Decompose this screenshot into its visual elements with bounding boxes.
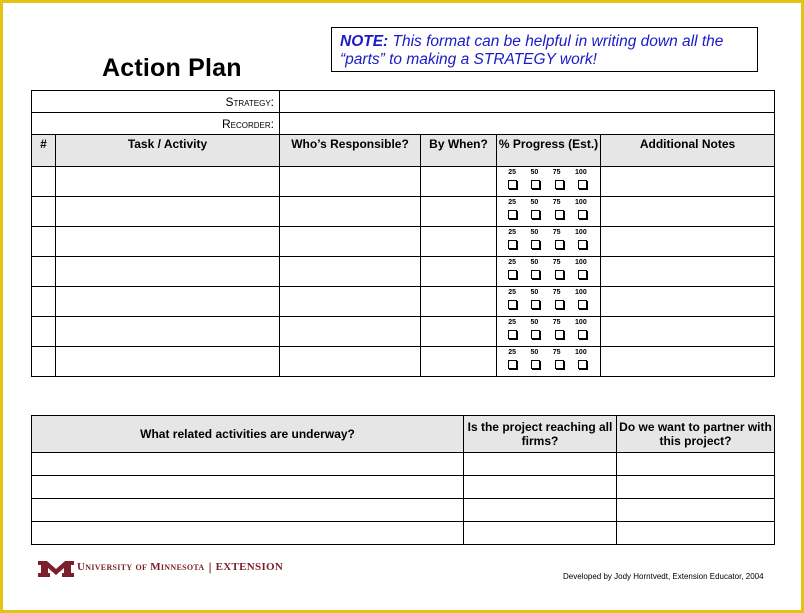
progress-checkbox-25[interactable] — [508, 210, 517, 219]
table-row — [32, 257, 775, 287]
cell-who[interactable] — [280, 347, 421, 377]
header-reaching: Is the project reaching all firms? — [464, 416, 617, 453]
logo-extension-text: EXTENSION — [215, 561, 284, 573]
progress-level-label: 50 — [530, 169, 539, 176]
cell-num — [32, 197, 56, 227]
progress-level-label: 50 — [530, 349, 539, 356]
progress-levels — [497, 197, 600, 206]
progress-checkbox-75[interactable] — [555, 360, 564, 369]
cell-when[interactable] — [421, 167, 497, 197]
progress-checkbox-100[interactable] — [578, 240, 587, 249]
progress-checkboxes — [497, 176, 600, 189]
progress-checkbox-100[interactable] — [578, 330, 587, 339]
header-task: Task / Activity — [56, 135, 280, 167]
table-row — [32, 197, 775, 227]
cell-progress — [497, 257, 601, 287]
progress-checkbox-50[interactable] — [531, 330, 540, 339]
progress-levels — [497, 347, 600, 356]
header-when: By When? — [421, 135, 497, 167]
progress-level-label: 75 — [552, 319, 561, 326]
cell-partner[interactable] — [617, 453, 775, 476]
header-partner: Do we want to partner with this project? — [617, 416, 775, 453]
progress-levels — [497, 167, 600, 176]
table-row — [32, 476, 775, 499]
table-row — [32, 287, 775, 317]
progress-checkbox-75[interactable] — [555, 210, 564, 219]
progress-checkbox-50[interactable] — [531, 270, 540, 279]
strategy-label: Strategy: — [32, 91, 280, 113]
cell-notes[interactable] — [601, 197, 775, 227]
cell-related[interactable] — [32, 476, 464, 499]
page-title: Action Plan — [102, 54, 242, 82]
related-activities-table — [31, 415, 775, 545]
cell-notes[interactable] — [601, 167, 775, 197]
progress-checkbox-75[interactable] — [555, 330, 564, 339]
progress-levels — [497, 287, 600, 296]
progress-levels — [497, 227, 600, 236]
progress-checkboxes — [497, 236, 600, 249]
progress-checkbox-25[interactable] — [508, 240, 517, 249]
progress-checkbox-75[interactable] — [555, 300, 564, 309]
progress-checkboxes — [497, 296, 600, 309]
cell-partner[interactable] — [617, 522, 775, 545]
header-who: Who’s Responsible? — [280, 135, 421, 167]
progress-checkbox-25[interactable] — [508, 330, 517, 339]
progress-checkbox-25[interactable] — [508, 180, 517, 189]
recorder-field[interactable] — [280, 113, 775, 135]
progress-level-label: 100 — [575, 289, 587, 296]
cell-related[interactable] — [32, 499, 464, 522]
progress-levels — [497, 317, 600, 326]
progress-level-label: 25 — [508, 229, 517, 236]
cell-progress — [497, 287, 601, 317]
progress-checkbox-100[interactable] — [578, 180, 587, 189]
header-num: # — [32, 135, 56, 167]
cell-who[interactable] — [280, 197, 421, 227]
logo-separator: | — [208, 560, 212, 574]
progress-level-label: 50 — [530, 259, 539, 266]
progress-checkbox-50[interactable] — [531, 360, 540, 369]
progress-checkbox-50[interactable] — [531, 180, 540, 189]
progress-level-label: 25 — [508, 169, 517, 176]
cell-progress — [497, 317, 601, 347]
recorder-label: Recorder: — [32, 113, 280, 135]
progress-level-label: 25 — [508, 199, 517, 206]
progress-level-label: 100 — [575, 199, 587, 206]
progress-level-label: 75 — [552, 169, 561, 176]
progress-checkbox-100[interactable] — [578, 210, 587, 219]
recorder-row — [32, 113, 775, 135]
progress-checkbox-100[interactable] — [578, 360, 587, 369]
cell-num — [32, 287, 56, 317]
progress-level-label: 100 — [575, 259, 587, 266]
progress-level-label: 100 — [575, 169, 587, 176]
cell-who[interactable] — [280, 227, 421, 257]
progress-checkbox-100[interactable] — [578, 300, 587, 309]
strategy-field[interactable] — [280, 91, 775, 113]
header-progress: % Progress (Est.) — [497, 135, 601, 167]
progress-level-label: 75 — [552, 259, 561, 266]
progress-level-label: 75 — [552, 349, 561, 356]
cell-progress — [497, 347, 601, 377]
header-row — [32, 135, 775, 167]
progress-checkbox-25[interactable] — [508, 300, 517, 309]
cell-task[interactable] — [56, 317, 280, 347]
progress-level-label: 75 — [552, 199, 561, 206]
cell-reaching[interactable] — [464, 453, 617, 476]
action-plan-table — [31, 90, 775, 377]
progress-checkbox-50[interactable] — [531, 210, 540, 219]
cell-notes[interactable] — [601, 317, 775, 347]
progress-level-label: 50 — [530, 319, 539, 326]
table-row — [32, 499, 775, 522]
progress-checkbox-75[interactable] — [555, 180, 564, 189]
cell-num — [32, 227, 56, 257]
progress-level-label: 75 — [552, 289, 561, 296]
cell-when[interactable] — [421, 317, 497, 347]
cell-partner[interactable] — [617, 499, 775, 522]
bottom-rows — [32, 453, 775, 545]
table-row — [32, 317, 775, 347]
cell-num — [32, 167, 56, 197]
progress-level-label: 25 — [508, 259, 517, 266]
plan-rows — [32, 167, 775, 377]
header-notes: Additional Notes — [601, 135, 775, 167]
cell-task[interactable] — [56, 167, 280, 197]
cell-task[interactable] — [56, 197, 280, 227]
progress-checkbox-100[interactable] — [578, 270, 587, 279]
progress-level-label: 25 — [508, 289, 517, 296]
table-row — [32, 167, 775, 197]
cell-num — [32, 257, 56, 287]
cell-reaching[interactable] — [464, 522, 617, 545]
cell-progress — [497, 227, 601, 257]
cell-when[interactable] — [421, 227, 497, 257]
cell-task[interactable] — [56, 227, 280, 257]
cell-num — [32, 347, 56, 377]
progress-checkboxes — [497, 356, 600, 369]
progress-level-label: 75 — [552, 229, 561, 236]
m-logo-icon — [37, 556, 75, 578]
university-logo — [37, 556, 283, 578]
cell-related[interactable] — [32, 453, 464, 476]
cell-num — [32, 317, 56, 347]
progress-checkbox-50[interactable] — [531, 300, 540, 309]
logo-university-text: University of Minnesota — [77, 561, 205, 573]
cell-who[interactable] — [280, 167, 421, 197]
cell-when[interactable] — [421, 197, 497, 227]
progress-checkbox-25[interactable] — [508, 270, 517, 279]
cell-reaching[interactable] — [464, 499, 617, 522]
progress-level-label: 50 — [530, 289, 539, 296]
table-row — [32, 522, 775, 545]
cell-partner[interactable] — [617, 476, 775, 499]
note-box — [331, 27, 758, 72]
progress-checkbox-50[interactable] — [531, 240, 540, 249]
progress-level-label: 25 — [508, 319, 517, 326]
progress-level-label: 100 — [575, 349, 587, 356]
progress-checkbox-75[interactable] — [555, 240, 564, 249]
cell-reaching[interactable] — [464, 476, 617, 499]
progress-level-label: 100 — [575, 229, 587, 236]
note-text: This format can be helpful in writing down all the “parts” to making a STRATEGY work! — [340, 33, 724, 68]
strategy-row — [32, 91, 775, 113]
progress-checkbox-25[interactable] — [508, 360, 517, 369]
cell-task[interactable] — [56, 287, 280, 317]
progress-checkboxes — [497, 266, 600, 279]
cell-notes[interactable] — [601, 287, 775, 317]
cell-who[interactable] — [280, 317, 421, 347]
progress-level-label: 50 — [530, 229, 539, 236]
cell-when[interactable] — [421, 257, 497, 287]
progress-checkboxes — [497, 326, 600, 339]
progress-checkbox-75[interactable] — [555, 270, 564, 279]
cell-notes[interactable] — [601, 257, 775, 287]
credit-text: Developed by Jody Horntvedt, Extension Educator, 2004 — [563, 572, 764, 581]
progress-level-label: 100 — [575, 319, 587, 326]
cell-notes[interactable] — [601, 227, 775, 257]
cell-notes[interactable] — [601, 347, 775, 377]
cell-progress — [497, 197, 601, 227]
progress-level-label: 25 — [508, 349, 517, 356]
bottom-header-row — [32, 416, 775, 453]
table-row — [32, 227, 775, 257]
cell-related[interactable] — [32, 522, 464, 545]
cell-when[interactable] — [421, 347, 497, 377]
cell-task[interactable] — [56, 347, 280, 377]
cell-who[interactable] — [280, 287, 421, 317]
cell-who[interactable] — [280, 257, 421, 287]
cell-task[interactable] — [56, 257, 280, 287]
table-row — [32, 453, 775, 476]
progress-level-label: 50 — [530, 199, 539, 206]
cell-when[interactable] — [421, 287, 497, 317]
cell-progress — [497, 167, 601, 197]
header-related: What related activities are underway? — [32, 416, 464, 453]
progress-checkboxes — [497, 206, 600, 219]
progress-levels — [497, 257, 600, 266]
table-row — [32, 347, 775, 377]
note-label: NOTE: — [340, 33, 389, 50]
